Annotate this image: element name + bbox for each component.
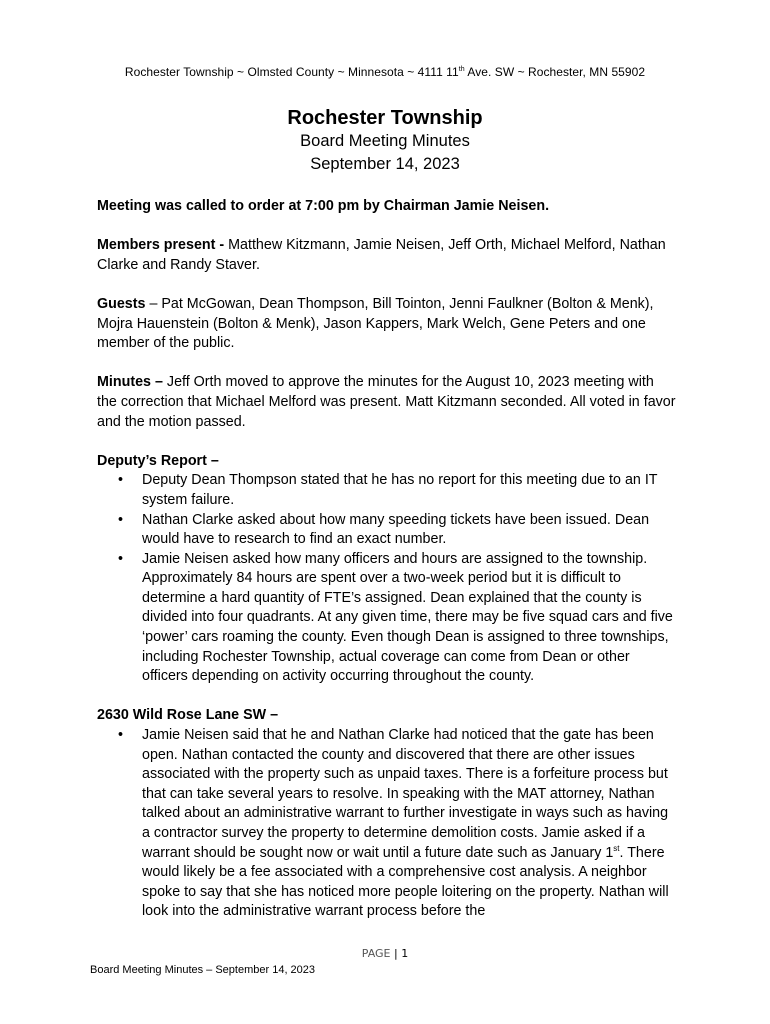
page-label: PAGE: [361, 947, 391, 960]
wild-rose-heading: 2630 Wild Rose Lane SW –: [97, 707, 279, 724]
title-block: [0, 106, 770, 176]
ordinal-superscript: st: [613, 843, 620, 853]
members-text: Matthew Kitzmann, Jamie Neisen, Jeff Orth, Michael Melford, Nathan Clarke and Randy Staver.: [97, 237, 666, 273]
list-item: • Jamie Neisen asked how many officers and hours are assigned to the township. Approximately 84 hours are spent over a two-week period but it is difficult to determine a hard quantity of FTE’s assigned. Dean explained that the county is divided into four quadrants. At any given time, there may be five squad cars and five ‘power’ cars roaming the county. Even though Dean is assigned to three townships, including Rochester Township, actual coverage can come from Dean or other officers depending on activity occurring throughout the county.: [97, 550, 677, 687]
document-title: Rochester Township: [287, 107, 483, 129]
page-number: [0, 947, 770, 960]
page-number-value: 1: [401, 947, 409, 960]
letterhead: [0, 65, 770, 79]
list-item: [97, 726, 677, 922]
page-footer: Board Meeting Minutes – September 14, 2023: [90, 964, 316, 976]
guests: [97, 295, 677, 354]
page-separator: |: [394, 947, 398, 960]
minutes-approval: [97, 373, 677, 432]
members-present: [97, 236, 677, 275]
wild-rose-text-end: . There would likely be a fee associated with a comprehensive cost analysis. A neighbor spoke to say that she has noticed more people loitering on the property. Nathan will look into the administrative warrant process before the: [142, 844, 669, 920]
guests-text: – Pat McGowan, Dean Thompson, Bill Tointon, Jenni Faulkner (Bolton & Menk), Mojra Hauenstein (Bolton & Menk), Jason Kappers, Mark Welch, Gene Peters and one member of the public.: [97, 295, 654, 352]
minutes-body: [97, 197, 677, 942]
wild-rose-text: Jamie Neisen said that he and Nathan Clarke had noticed that the gate has been open. Nathan contacted the county and discovered that there are other issues associated with the property such as unpaid taxes. There is a forfeiture process but that can take several years to resolve. In speaking with the MAT attorney, Nathan talked about an administrative warrant to further investigate in ways such as having a contractor survey the property to determine demolition costs. Jamie asked if a warrant should be sought now or wait until a future date such as January 1: [142, 727, 669, 861]
letterhead-text-end: Ave. SW ~ Rochester, MN 55902: [464, 65, 646, 79]
deputy-report-heading: Deputy’s Report –: [97, 452, 219, 469]
letterhead-text: Rochester Township ~ Olmsted County ~ Minnesota ~ 4111 11: [124, 65, 459, 79]
deputy-report-list: [97, 471, 677, 687]
wild-rose-list: [97, 726, 677, 922]
meeting-date: September 14, 2023: [310, 155, 460, 173]
letterhead-superscript: th: [458, 66, 465, 73]
members-label: Members present -: [97, 237, 229, 254]
document-subtitle: Board Meeting Minutes: [300, 132, 470, 150]
list-item: • Nathan Clarke asked about how many speeding tickets have been issued. Dean would have to research to find an exact number.: [97, 511, 677, 550]
minutes-label: Minutes –: [97, 374, 167, 391]
guests-label: Guests: [97, 295, 146, 312]
minutes-text: Jeff Orth moved to approve the minutes for the August 10, 2023 meeting with the correction that Michael Melford was present. Matt Kitzmann seconded. All voted in favor and the motion passed.: [97, 374, 676, 430]
list-item: • Deputy Dean Thompson stated that he has no report for this meeting due to an IT system failure.: [97, 471, 677, 510]
call-to-order: Meeting was called to order at 7:00 pm by Chairman Jamie Neisen.: [97, 198, 550, 214]
